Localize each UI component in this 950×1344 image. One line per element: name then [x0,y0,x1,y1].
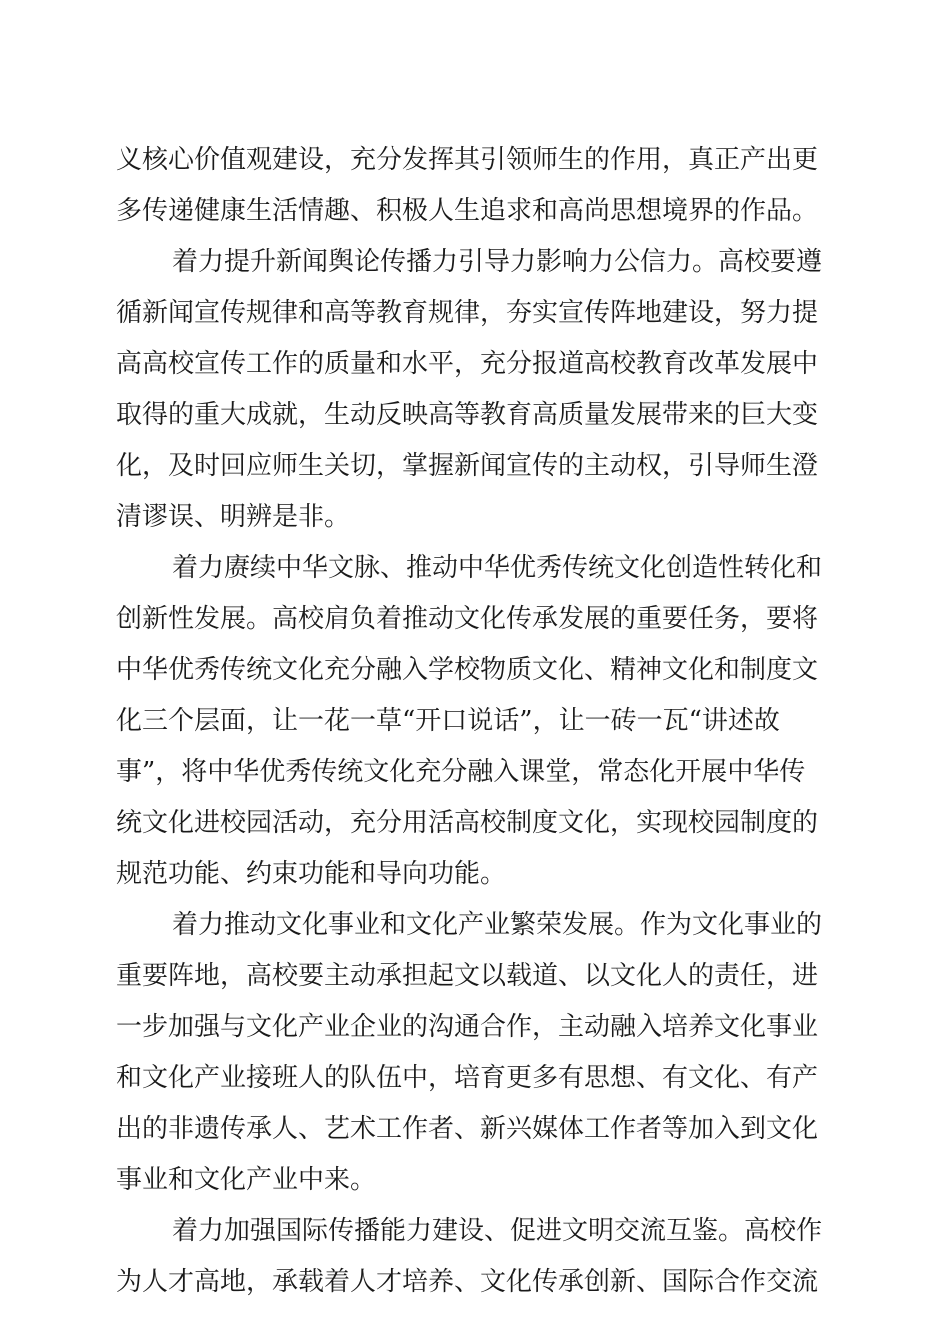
text-line: 出的非遗传承人、艺术工作者、新兴媒体工作者等加入到文化 [116,1114,819,1144]
paragraph-first-line: 着力推动文化事业和文化产业繁荣发展。作为文化事业的 [172,910,823,940]
text-line: 中华优秀传统文化充分融入学校物质文化、精神文化和制度文 [116,655,819,685]
text-line: 重要阵地，高校要主动承担起文以载道、以文化人的责任，进 [116,961,819,991]
text-line: 化，及时回应师生关切，掌握新闻宣传的主动权，引导师生澄 [116,451,819,481]
text-line: 取得的重大成就，生动反映高等教育高质量发展带来的巨大变 [116,400,819,430]
text-line: 清谬误、明辨是非。 [116,502,351,532]
text-line: 和文化产业接班人的队伍中，培育更多有思想、有文化、有产 [116,1063,819,1093]
text-line: 创新性发展。高校肩负着推动文化传承发展的重要任务，要将 [116,604,819,634]
paragraph-first-line: 着力提升新闻舆论传播力引导力影响力公信力。高校要遵 [172,247,823,277]
text-line: 规范功能、约束功能和导向功能。 [116,859,507,889]
text-line: 为人才高地，承载着人才培养、文化传承创新、国际合作交流 [116,1267,819,1297]
text-line: 一步加强与文化产业企业的沟通合作，主动融入培养文化事业 [116,1012,819,1042]
text-line: 化三个层面，让一花一草“开口说话”，让一砖一瓦“讲述故 [116,706,780,736]
paragraph-first-line: 着力加强国际传播能力建设、促进文明交流互鉴。高校作 [172,1216,823,1246]
text-line: 义核心价值观建设，充分发挥其引领师生的作用，真正产出更 [116,145,819,175]
text-line: 事”，将中华优秀传统文化充分融入课堂，常态化开展中华传 [116,757,806,787]
text-line: 循新闻宣传规律和高等教育规律，夯实宣传阵地建设，努力提 [116,298,819,328]
text-line: 统文化进校园活动，充分用活高校制度文化，实现校园制度的 [116,808,819,838]
paragraph-first-line: 着力赓续中华文脉、推动中华优秀传统文化创造性转化和 [172,553,823,583]
text-line: 多传递健康生活情趣、积极人生追求和高尚思想境界的作品。 [116,196,819,226]
text-line: 高高校宣传工作的质量和水平，充分报道高校教育改革发展中 [116,349,819,379]
text-line: 事业和文化产业中来。 [116,1165,377,1195]
